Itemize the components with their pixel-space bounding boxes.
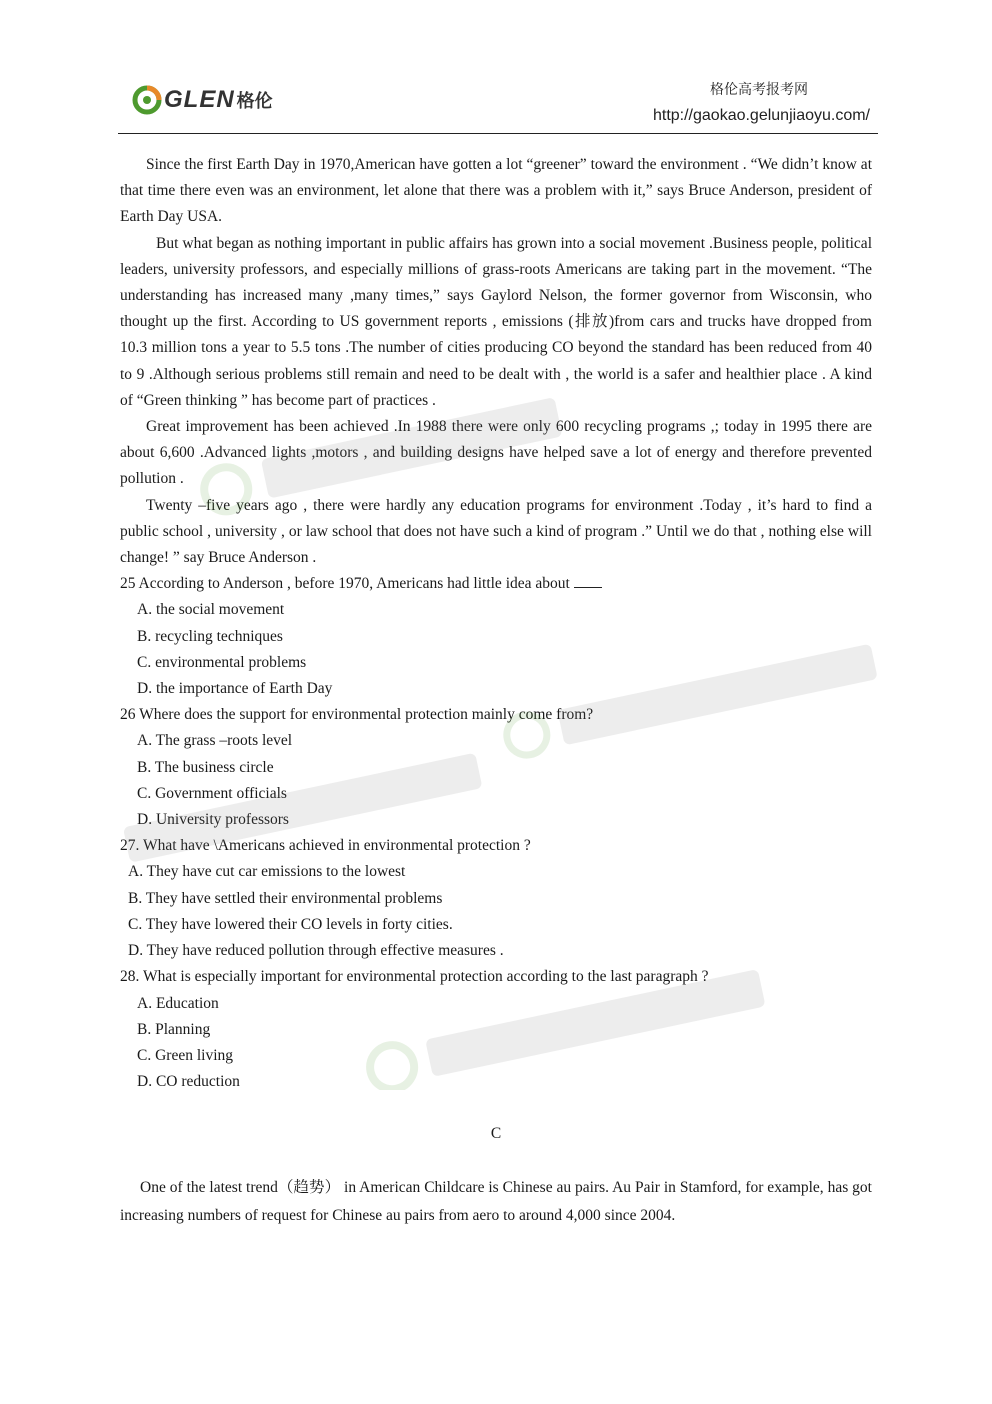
passage-paragraph-3: Great improvement has been achieved .In 1988 there were only 600 recycling programs ,; today in 1995 there are about 6,600 .Advanced lights ,motors , and building designs have helped save a lot of energy and therefore prevented pollution .: [120, 418, 872, 488]
question-28-option-d: D. CO reduction: [137, 1073, 240, 1091]
question-25-option-d: D. the importance of Earth Day: [137, 680, 333, 698]
question-27-option-a: A. They have cut car emissions to the lowest: [128, 863, 406, 881]
question-25-option-a: A. the social movement: [137, 601, 285, 619]
passage-paragraph-4: Twenty –five years ago , there were hardly any education programs for environment .Today , it’s hard to find a public school , university , or law school that does not have such a kind of program .” Until we do that , nothing else will change! ” say Bruce Anderson .: [120, 496, 872, 567]
passage-paragraph-2: But what began as nothing important in public affairs has grown into a social movement .Business people, political leaders, university professors, and especially millions of grass-roots Americans are taking part in the movement. “The understanding has increased many ,many times,” says Gaylord Nelson, the former governor from Wisconsin, who thought up the first. According to US government reports , emissions (排放)from cars and trucks have dropped from 10.3 million tons a year to 5.5 tons .The number of cities producing CO beyond the standard has been reduced from 40 to 9 .Although serious problems still remain and need to be dealt with , the world is a safer and healthier place . A kind of “Green thinking ” has become part of practices .: [120, 234, 872, 409]
question-25: [120, 571, 872, 597]
question-27-option-c: C. They have lowered their CO levels in forty cities.: [128, 915, 453, 933]
document-body: [120, 152, 872, 1230]
question-28-option-a: A. Education: [137, 994, 219, 1012]
question-26-option-c: C. Government officials: [137, 784, 287, 802]
question-26: 26 Where does the support for environmental protection mainly come from?: [120, 706, 594, 724]
question-28: 28. What is especially important for environmental protection according to the last paragraph ?: [120, 968, 709, 986]
site-name: 格伦高考报考网: [710, 82, 808, 98]
question-25-option-b: B. recycling techniques: [137, 627, 283, 645]
logo-swirl-icon: [132, 85, 162, 115]
question-25-stem: 25 According to Anderson , before 1970, Americans had little idea about: [120, 575, 570, 593]
question-26-option-a: A. The grass –roots level: [137, 732, 293, 750]
logo-chinese-text: 格伦: [236, 91, 273, 112]
question-27-option-d: D. They have reduced pollution through effective measures .: [128, 942, 504, 960]
next-passage-paragraph: One of the latest trend（趋势） in American Childcare is Chinese au pairs. Au Pair in Stamford, for example, has got increasing numbers of request for Chinese au pairs from aero to around 4,000 since 2004.: [120, 1178, 872, 1224]
passage-paragraph-1: Since the first Earth Day in 1970,American have gotten a lot “greener” toward the environment . “We didn’t know at that time there even was an environment, let alone that there was a problem with it,” says Bruce Anderson, president of Earth Day USA.: [120, 156, 872, 226]
answer-blank: [574, 573, 602, 588]
page-header: [118, 70, 878, 134]
question-27: 27. What have \Americans achieved in environmental protection ?: [120, 837, 531, 855]
section-label: C: [490, 1125, 502, 1143]
logo-text: GLEN: [164, 86, 235, 113]
question-26-option-b: B. The business circle: [137, 758, 274, 776]
question-28-option-c: C. Green living: [137, 1046, 233, 1064]
site-url[interactable]: http://gaokao.gelunjiaoyu.com/: [652, 107, 870, 124]
question-28-option-b: B. Planning: [137, 1020, 211, 1038]
glen-logo: [132, 82, 273, 118]
question-27-option-b: B. They have settled their environmental problems: [128, 889, 443, 907]
question-25-option-c: C. environmental problems: [137, 653, 307, 671]
question-26-option-d: D. University professors: [137, 811, 289, 829]
